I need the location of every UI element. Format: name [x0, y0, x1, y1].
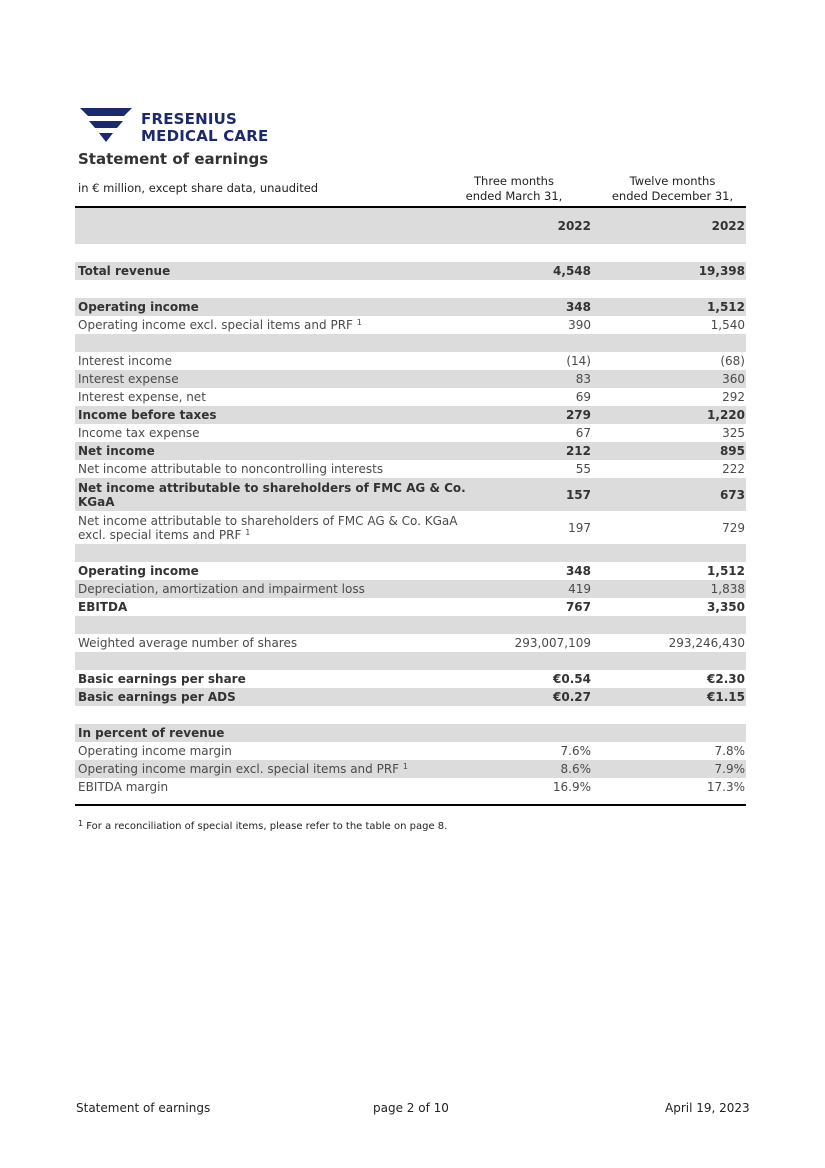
table-row — [75, 442, 746, 460]
table-row — [75, 688, 746, 706]
value-three-months: €0.27 — [468, 688, 592, 706]
footnote-marker: 1 — [356, 318, 362, 327]
fresenius-logo-icon — [80, 106, 134, 146]
value-three-months: 157 — [468, 478, 592, 511]
row-label: Interest expense, net — [78, 390, 206, 404]
row-label-line: KGaA — [78, 494, 115, 509]
row-label: EBITDA — [78, 600, 128, 614]
table-row — [75, 370, 746, 388]
footnote — [78, 821, 447, 832]
value-twelve-months: 895 — [592, 442, 746, 460]
spacer-row — [75, 652, 746, 670]
value-twelve-months: €1.15 — [592, 688, 746, 706]
row-label: Interest expense — [75, 370, 468, 388]
value-three-months: 212 — [468, 442, 592, 460]
row-label: Total revenue — [75, 262, 468, 280]
column-header-three-months — [454, 174, 574, 204]
table-row — [75, 598, 746, 616]
value-three-months: 197 — [568, 520, 591, 535]
footnote-marker: 1 — [78, 819, 84, 828]
footer-page-number: page 2 of 10 — [373, 1101, 449, 1115]
value-twelve-months: 292 — [722, 390, 745, 404]
value-three-months: 55 — [575, 462, 591, 476]
section-header: In percent of revenue — [75, 724, 468, 742]
value-three-months: 16.9% — [552, 780, 591, 794]
value-three-months: 419 — [468, 580, 592, 598]
row-label — [75, 511, 468, 544]
footer-date: April 19, 2023 — [665, 1101, 750, 1115]
value-twelve-months: €2.30 — [707, 672, 745, 686]
row-label-text: Operating income excl. special items and PRF — [78, 318, 353, 332]
footnote-text: For a reconciliation of special items, please refer to the table on page 8. — [86, 821, 448, 832]
value-twelve-months: 673 — [592, 478, 746, 511]
footnote-marker: 1 — [402, 762, 408, 771]
spacer-row — [75, 544, 746, 562]
table-row — [75, 760, 746, 778]
row-label: Operating income — [78, 564, 199, 578]
value-three-months: 767 — [565, 600, 591, 614]
value-twelve-months: (68) — [720, 354, 745, 368]
table-row — [75, 562, 746, 580]
value-twelve-months: 729 — [722, 520, 745, 535]
row-label-text: Operating income margin excl. special items and PRF — [78, 762, 400, 776]
year-three-months: 2022 — [468, 208, 592, 244]
table-row — [75, 262, 746, 280]
column-header-twelve-months — [600, 174, 745, 204]
table-row — [75, 778, 746, 796]
spacer-row — [75, 244, 746, 262]
value-three-months: 279 — [468, 406, 592, 424]
value-twelve-months: 1,220 — [592, 406, 746, 424]
row-label: Basic earnings per ADS — [75, 688, 468, 706]
table-row — [75, 580, 746, 598]
year-row — [75, 208, 746, 244]
value-twelve-months: 3,350 — [707, 600, 745, 614]
table-cell — [468, 724, 592, 742]
column-header-line: ended March 31, — [465, 189, 563, 203]
table-row — [75, 742, 746, 760]
footnote-marker: 1 — [245, 527, 251, 537]
table-row — [75, 298, 746, 316]
brand-name — [141, 111, 268, 145]
row-label: Income before taxes — [75, 406, 468, 424]
year-twelve-months: 2022 — [592, 208, 746, 244]
page-title: Statement of earnings — [78, 150, 269, 168]
value-twelve-months: 325 — [722, 426, 745, 440]
row-label: Basic earnings per share — [78, 672, 246, 686]
column-header-line: Twelve months — [629, 174, 716, 188]
value-twelve-months: 1,512 — [707, 564, 745, 578]
earnings-table — [75, 208, 746, 796]
row-label: Interest income — [78, 354, 173, 368]
brand-line-1: FRESENIUS — [141, 110, 238, 128]
table-row — [75, 460, 746, 478]
table-row — [75, 670, 746, 688]
value-three-months: (14) — [566, 354, 591, 368]
row-label: Weighted average number of shares — [78, 636, 298, 650]
row-label — [75, 316, 468, 334]
spacer-row — [75, 334, 746, 352]
spacer-row — [75, 616, 746, 634]
table-row — [75, 406, 746, 424]
value-three-months: 7.6% — [560, 744, 591, 758]
spacer-row — [75, 280, 746, 298]
section-header-row — [75, 724, 746, 742]
value-twelve-months: 7.8% — [714, 744, 745, 758]
brand-line-2: MEDICAL CARE — [141, 127, 269, 145]
row-label: EBITDA margin — [78, 780, 169, 794]
value-twelve-months: 1,540 — [710, 318, 745, 332]
row-label — [75, 760, 468, 778]
row-label: Depreciation, amortization and impairment loss — [75, 580, 468, 598]
value-three-months: €0.54 — [553, 672, 591, 686]
value-three-months: 348 — [565, 564, 591, 578]
value-twelve-months: 7.9% — [592, 760, 746, 778]
value-twelve-months: 17.3% — [706, 780, 745, 794]
table-bottom-divider — [75, 804, 746, 806]
column-header-line: ended December 31, — [611, 189, 734, 203]
value-twelve-months: 19,398 — [592, 262, 746, 280]
table-units-label: in € million, except share data, unaudited — [78, 181, 319, 195]
row-label-line: Net income attributable to shareholders of FMC AG & Co. KGaA — [78, 513, 458, 528]
row-label: Operating income margin — [78, 744, 232, 758]
table-row — [75, 478, 746, 511]
table-row — [75, 316, 746, 334]
table-row — [75, 511, 746, 544]
footer-document-title: Statement of earnings — [76, 1101, 211, 1115]
value-three-months: 348 — [468, 298, 592, 316]
value-three-months: 67 — [575, 426, 591, 440]
value-three-months: 390 — [568, 318, 591, 332]
value-twelve-months: 222 — [722, 462, 745, 476]
row-label: Net income — [75, 442, 468, 460]
table-row — [75, 634, 746, 652]
value-three-months: 4,548 — [468, 262, 592, 280]
row-label: Net income attributable to noncontrolling interests — [78, 462, 384, 476]
row-label — [75, 478, 468, 511]
table-cell — [592, 724, 746, 742]
row-label: Income tax expense — [78, 426, 200, 440]
row-label-line: excl. special items and PRF — [78, 527, 242, 542]
value-three-months: 293,007,109 — [514, 636, 591, 650]
table-row — [75, 424, 746, 442]
value-twelve-months: 1,512 — [592, 298, 746, 316]
row-label: Operating income — [75, 298, 468, 316]
value-three-months: 8.6% — [468, 760, 592, 778]
spacer-row — [75, 706, 746, 724]
value-three-months: 83 — [468, 370, 592, 388]
row-label-line: Net income attributable to shareholders of FMC AG & Co. — [78, 480, 466, 495]
value-twelve-months: 293,246,430 — [668, 636, 745, 650]
table-cell — [75, 208, 468, 244]
table-row — [75, 388, 746, 406]
value-three-months: 69 — [575, 390, 591, 404]
value-twelve-months: 1,838 — [592, 580, 746, 598]
column-header-line: Three months — [474, 174, 554, 188]
table-row — [75, 352, 746, 370]
company-logo — [80, 106, 280, 148]
value-twelve-months: 360 — [592, 370, 746, 388]
